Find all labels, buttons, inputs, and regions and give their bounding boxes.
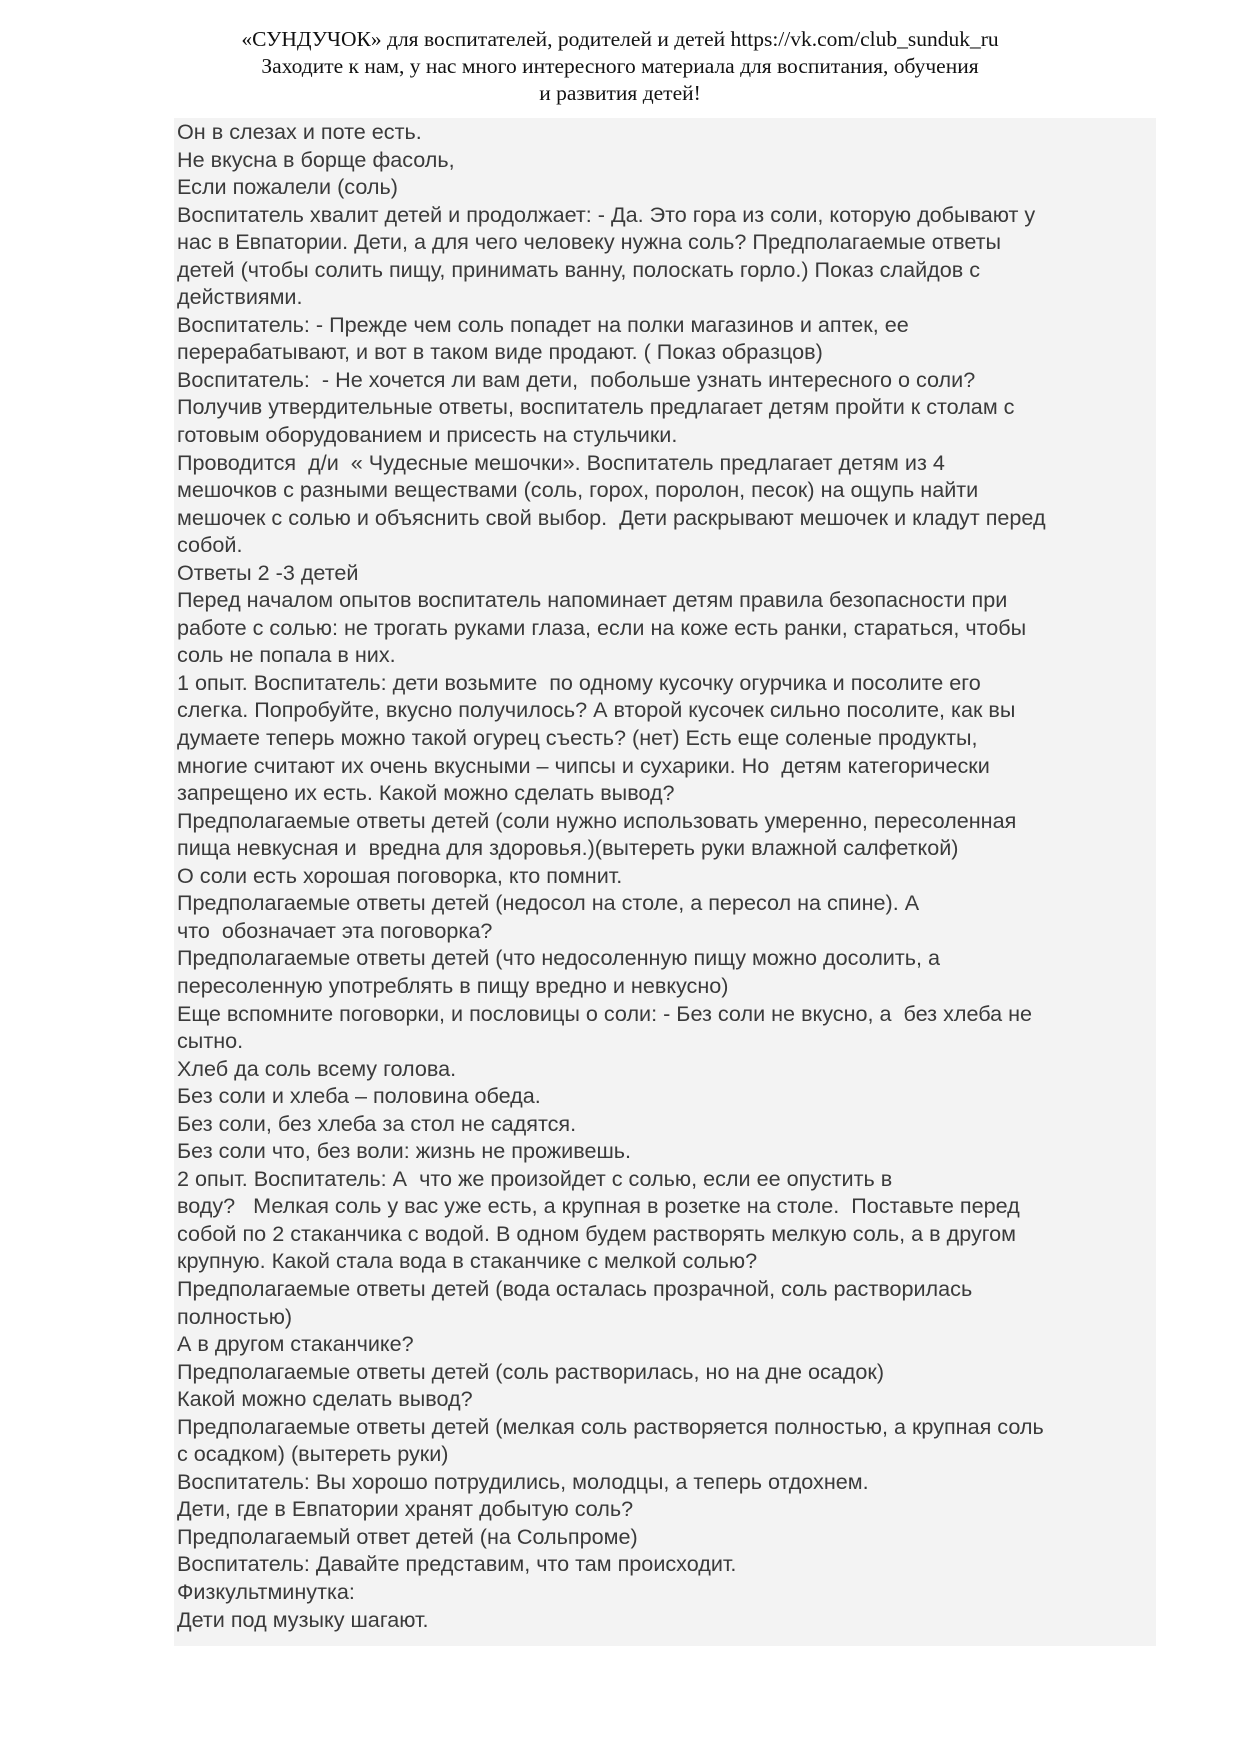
header-line-1: «СУНДУЧОК» для воспитателей, родителей и детей https://vk.com/club_sunduk_ru [241, 27, 999, 51]
text-line: думаете теперь можно такой огурец съесть? (нет) Есть еще соленые продукты, [177, 725, 978, 751]
text-line: Предполагаемые ответы детей (мелкая соль растворяется полностью, а крупная соль [177, 1413, 1044, 1439]
text-line: пересоленную употреблять в пищу вредно и невкусно) [177, 972, 729, 998]
text-line: О соли есть хорошая поговорка, кто помнит. [177, 862, 623, 888]
text-line: воду? Мелкая соль у вас уже есть, а крупная в розетке на столе. Поставьте перед [177, 1193, 1020, 1219]
text-line: Дети под музыку шагают. [177, 1606, 429, 1632]
text-line: Ответы 2 -3 детей [177, 559, 359, 585]
text-line: многие считают их очень вкусными – чипсы и сухарики. Но детям категорически [177, 752, 990, 778]
text-line: Предполагаемые ответы детей (вода осталась прозрачной, соль растворилась [177, 1275, 973, 1301]
text-line: Физкультминутка: [177, 1578, 355, 1604]
text-line: Без соли и хлеба – половина обеда. [177, 1083, 541, 1109]
text-line: Получив утвердительные ответы, воспитатель предлагает детям пройти к столам с [177, 394, 1015, 420]
text-line: Какой можно сделать вывод? [177, 1386, 473, 1412]
text-line: детей (чтобы солить пищу, принимать ванну, полоскать горло.) Показ слайдов с [177, 256, 981, 282]
header-line-2: Заходите к нам, у нас много интересного материала для воспитания, обучения [261, 54, 979, 78]
text-line: крупную. Какой стала вода в стаканчике с мелкой солью? [177, 1248, 758, 1274]
text-line: сытно. [177, 1028, 244, 1054]
text-line: Проводится д/и « Чудесные мешочки». Воспитатель предлагает детям из 4 [177, 449, 945, 475]
header-line-3: и развития детей! [539, 81, 701, 105]
text-line: Дети, где в Евпатории хранят добытую соль? [177, 1496, 634, 1522]
text-line: Перед началом опытов воспитатель напоминает детям правила безопасности при [177, 587, 1008, 613]
text-line: Он в слезах и поте есть. [177, 119, 422, 144]
text-line: мешочков с разными веществами (соль, горох, поролон, песок) на ощупь найти [177, 477, 979, 503]
text-line: нас в Евпатории. Дети, а для чего человеку нужна соль? Предполагаемые ответы [177, 229, 1002, 255]
text-line: Предполагаемые ответы детей (что недосоленную пищу можно досолить, а [177, 945, 941, 971]
text-line: мешочек с солью и объяснить свой выбор. Дети раскрывают мешочек и кладут перед [177, 504, 1046, 530]
text-line: Если пожалели (соль) [177, 174, 398, 200]
text-line: действиями. [177, 284, 303, 310]
text-line: готовым оборудованием и присесть на стульчики. [177, 422, 678, 448]
text-line: что обозначает эта поговорка? [177, 917, 493, 943]
text-line: с осадком) (вытереть руки) [177, 1441, 449, 1467]
text-line: Без соли, без хлеба за стол не садятся. [177, 1110, 577, 1136]
text-line: А в другом стаканчике? [177, 1331, 414, 1357]
text-line: Предполагаемые ответы детей (соли нужно использовать умеренно, пересоленная [177, 807, 1017, 833]
text-line: Без соли что, без воли: жизнь не проживешь. [177, 1138, 632, 1164]
text-line: Воспитатель хвалит детей и продолжает: - Да. Это гора из соли, которую добывают у [177, 201, 1036, 227]
text-line: 2 опыт. Воспитатель: А что же произойдет с солью, если ее опустить в [177, 1165, 893, 1191]
text-line: перерабатывают, и вот в таком виде продают. ( Показ образцов) [177, 339, 823, 365]
text-line: 1 опыт. Воспитатель: дети возьмите по одному кусочку огурчика и посолите его [177, 669, 981, 695]
text-line: Предполагаемые ответы детей (соль растворилась, но на дне осадок) [177, 1358, 885, 1384]
text-line: собой. [177, 532, 243, 558]
text-line: Хлеб да соль всему голова. [177, 1055, 457, 1081]
text-line: Воспитатель: - Прежде чем соль попадет на полки магазинов и аптек, ее [177, 311, 909, 337]
text-line: Предполагаемый ответ детей (на Сольпроме) [177, 1523, 638, 1549]
text-line: Воспитатель: Вы хорошо потрудились, молодцы, а теперь отдохнем. [177, 1468, 869, 1494]
text-line: собой по 2 стаканчика с водой. В одном будем растворять мелкую соль, а в другом [177, 1220, 1017, 1246]
text-line: соль не попала в них. [177, 642, 396, 668]
text-line: пища невкусная и вредна для здоровья.)(вытереть руки влажной салфеткой) [177, 835, 959, 861]
text-line: запрещено их есть. Какой можно сделать вывод? [177, 780, 675, 806]
text-line: Предполагаемые ответы детей (недосол на столе, а пересол на спине). А [177, 890, 920, 916]
text-line: полностью) [177, 1303, 293, 1329]
text-line: Не вкусна в борще фасоль, [177, 146, 455, 172]
page-header [0, 26, 1240, 107]
text-line: слегка. Попробуйте, вкусно получилось? А второй кусочек сильно посолите, как вы [177, 697, 1016, 723]
text-line: работе с солью: не трогать руками глаза, если на коже есть ранки, стараться, чтобы [177, 614, 1027, 640]
text-line: Воспитатель: - Не хочется ли вам дети, побольше узнать интересного о соли? [177, 366, 976, 392]
content-text [177, 118, 1157, 1633]
text-line: Воспитатель: Давайте представим, что там происходит. [177, 1551, 737, 1577]
text-line: Еще вспомните поговорки, и пословицы о соли: - Без соли не вкусно, а без хлеба не [177, 1000, 1033, 1026]
